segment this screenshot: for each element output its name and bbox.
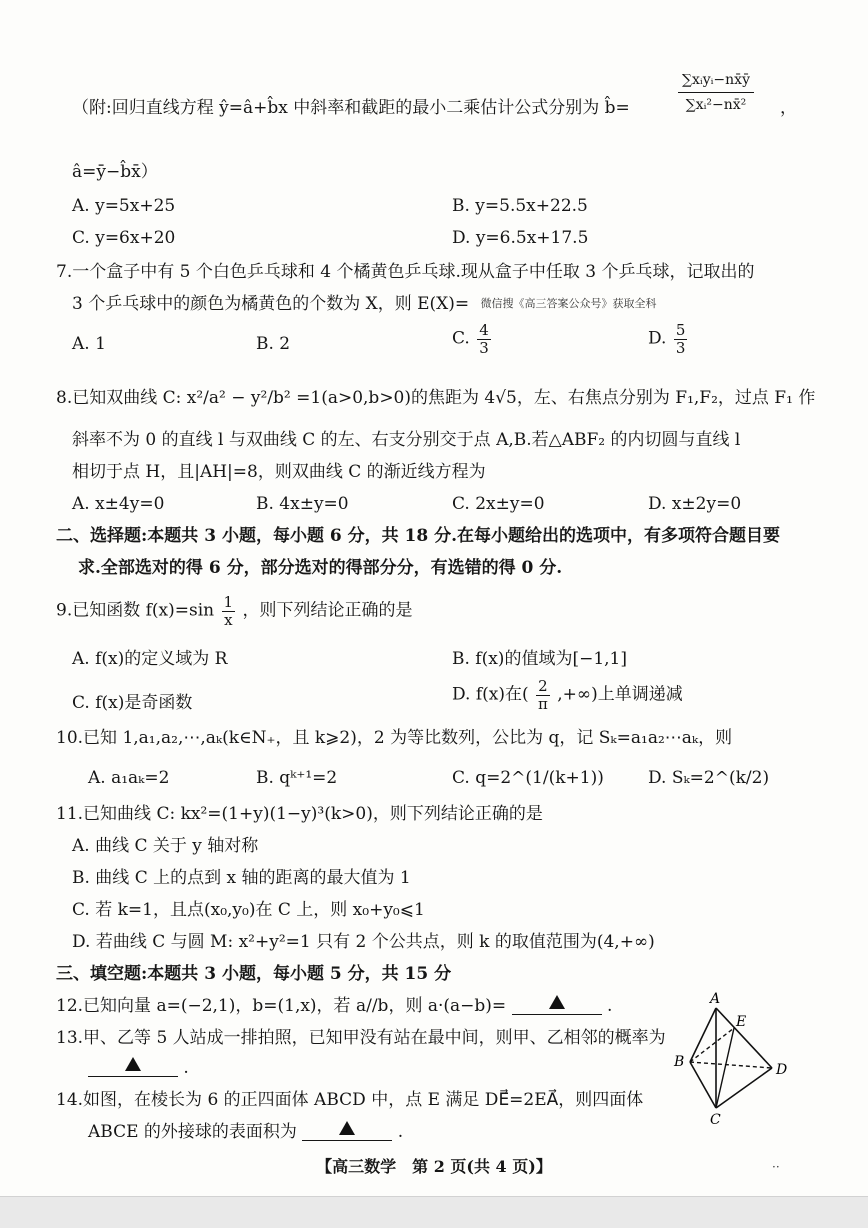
q10-option-c: C. q=2^(1/(k+1)) — [452, 768, 604, 788]
q7-c-den: 3 — [479, 338, 489, 357]
label-c: C — [710, 1112, 721, 1128]
triangle-icon — [549, 995, 565, 1009]
label-a: A — [710, 991, 721, 1007]
q7-stem-line2-text: 3 个乒乓球中的颜色为橘黄色的个数为 X，则 E(X)= — [72, 294, 470, 314]
section3-heading: 三、填空题:本题共 3 小题，每小题 5 分，共 15 分 — [56, 964, 452, 984]
q10-option-d: D. Sₖ=2^(k/2) — [648, 768, 770, 788]
q13-answer-blank[interactable] — [88, 1056, 178, 1077]
q6-note — [72, 98, 630, 118]
edge-bd-hidden — [690, 1062, 772, 1068]
q8-option-c: C. 2x±y=0 — [452, 494, 545, 514]
watermark-text: 微信搜《高三答案公众号》获取全科 — [480, 297, 657, 310]
q6-formula-denominator: ∑xᵢ²−nx̄² — [685, 97, 747, 113]
q12-stem-text: 12.已知向量 a=(−2,1)，b=(1,x)，若 a//b，则 a·(a−b)= — [56, 996, 507, 1016]
page-footer: 【高三数学 第 2 页(共 4 页)】 — [316, 1157, 552, 1176]
q9-option-d-a: D. f(x)在( — [452, 684, 529, 705]
q10-option-b: B. qᵏ⁺¹=2 — [256, 768, 338, 788]
q7-option-c-label: C. — [452, 328, 470, 349]
edge-ab — [690, 1008, 716, 1062]
label-e: E — [736, 1014, 747, 1030]
q12-end: . — [606, 996, 613, 1016]
q7-option-d-label: D. — [648, 328, 667, 349]
q6-formula-numerator: ∑xᵢyᵢ−nx̄ȳ — [678, 70, 754, 93]
q8-option-a: A. x±4y=0 — [72, 494, 165, 514]
q7-option-c-fraction — [477, 322, 491, 356]
q13-answer-line — [88, 1058, 189, 1079]
q6-option-b: B. y=5.5x+22.5 — [452, 196, 588, 216]
q9-stem-fraction — [222, 594, 236, 628]
q9-stem-b: ，则下列结论正确的是 — [242, 600, 413, 621]
q13-end: . — [183, 1058, 189, 1078]
q9-stem-num: 1 — [223, 593, 234, 611]
q10-option-a: A. a₁aₖ=2 — [88, 768, 170, 788]
q8-option-b: B. 4x±y=0 — [256, 494, 349, 514]
edge-bc — [690, 1062, 716, 1108]
q7-c-num: 4 — [479, 321, 489, 339]
triangle-icon — [125, 1057, 141, 1071]
q8-stem-line2: 斜率不为 0 的直线 l 与双曲线 C 的左、右支分别交于点 A,B.若△ABF₂ 的内切圆与直线 l — [72, 430, 741, 450]
triangle-icon — [339, 1121, 355, 1135]
q7-option-b: B. 2 — [256, 334, 291, 354]
footer-marks: ·· — [772, 1160, 780, 1174]
q6-option-a: A. y=5x+25 — [72, 196, 176, 216]
q10-stem: 10.已知 1,a₁,a₂,⋯,aₖ(k∈N₊，且 k⩾2)，2 为等比数列，公比为 q，记 Sₖ=a₁a₂⋯aₖ，则 — [56, 728, 733, 748]
q9-option-b: B. f(x)的值域为[−1,1] — [452, 649, 627, 669]
q9-option-c: C. f(x)是奇函数 — [72, 693, 193, 713]
q9-stem-den: x — [224, 610, 233, 629]
q12-answer-blank[interactable] — [512, 994, 602, 1015]
q7-option-d — [648, 322, 689, 356]
q9-option-d-fraction — [536, 678, 550, 712]
q14-stem-line2-text: ABCE 的外接球的表面积为 — [88, 1122, 297, 1142]
tetrahedron-figure — [660, 990, 800, 1130]
q9-d-num: 2 — [536, 678, 550, 696]
q7-d-num: 5 — [675, 321, 686, 339]
q8-stem-line1: 8.已知双曲线 C: x²/a² − y²/b² =1(a>0,b>0)的焦距为 4√5，左、右焦点分别为 F₁,F₂，过点 F₁ 作 — [56, 388, 816, 408]
q7-option-a: A. 1 — [72, 334, 106, 354]
q14-answer-blank[interactable] — [302, 1120, 392, 1141]
q6-option-c: C. y=6x+20 — [72, 228, 176, 248]
q11-option-b: B. 曲线 C 上的点到 x 轴的距离的最大值为 1 — [72, 868, 411, 888]
q11-option-d: D. 若曲线 C 与圆 M: x²+y²=1 只有 2 个公共点，则 k 的取值范围为(4,+∞) — [72, 932, 655, 952]
q7-stem-line1: 7.一个盒子中有 5 个白色乒乓球和 4 个橘黄色乒乓球.现从盒子中任取 3 个乒乓球，记取出的 — [56, 262, 755, 282]
q14-stem-line2 — [88, 1122, 403, 1143]
edge-cd — [716, 1068, 772, 1108]
q11-stem: 11.已知曲线 C: kx²=(1+y)(1−y)³(k>0)，则下列结论正确的是 — [56, 804, 543, 824]
q9-stem-a: 9.已知函数 f(x)=sin — [56, 600, 215, 621]
q9-option-a: A. f(x)的定义域为 R — [72, 649, 228, 669]
q9-option-d — [452, 678, 683, 712]
q8-stem-line3: 相切于点 H，且|AH|=8，则双曲线 C 的渐近线方程为 — [72, 462, 486, 482]
q6-formula-fraction — [678, 70, 754, 115]
label-d: D — [776, 1062, 788, 1078]
q11-option-c: C. 若 k=1，且点(x₀,y₀)在 C 上，则 x₀+y₀⩽1 — [72, 900, 425, 920]
q6-note-line2: â=ȳ−b̂x̄） — [72, 162, 158, 182]
section2-heading-line1: 二、选择题:本题共 3 小题，每小题 6 分，共 18 分.在每小题给出的选项中，有多项符合题目要 — [56, 526, 781, 546]
q11-option-a: A. 曲线 C 关于 y 轴对称 — [72, 836, 259, 856]
q6-note-prefix: （附:回归直线方程 ŷ=â+b̂x 中斜率和截距的最小二乘估计公式分别为 b̂= — [72, 98, 630, 118]
q9-option-d-b: ,+∞)上单调递减 — [557, 684, 683, 705]
q7-stem-line2 — [72, 294, 657, 314]
q12-stem — [56, 996, 612, 1017]
q7-option-d-fraction — [674, 322, 688, 356]
q6-option-d: D. y=6.5x+17.5 — [452, 228, 589, 248]
section2-heading-line2: 求.全部选对的得 6 分，部分选对的得部分分，有选错的得 0 分. — [78, 558, 563, 578]
q6-note-suffix: ， — [780, 98, 797, 118]
q9-stem — [56, 594, 412, 628]
q7-d-den: 3 — [675, 338, 686, 357]
scan-bottom-edge — [0, 1196, 868, 1228]
q13-stem: 13.甲、乙等 5 人站成一排拍照，已知甲没有站在最中间，则甲、乙相邻的概率为 — [56, 1028, 666, 1048]
label-b: B — [674, 1054, 685, 1070]
q8-option-d: D. x±2y=0 — [648, 494, 742, 514]
q14-stem-line1: 14.如图，在棱长为 6 的正四面体 ABCD 中，点 E 满足 DE⃗=2EA⃗，则四面体 — [56, 1090, 644, 1110]
q9-d-den: π — [538, 694, 548, 713]
q7-option-c — [452, 322, 493, 356]
q14-end: . — [397, 1122, 404, 1142]
